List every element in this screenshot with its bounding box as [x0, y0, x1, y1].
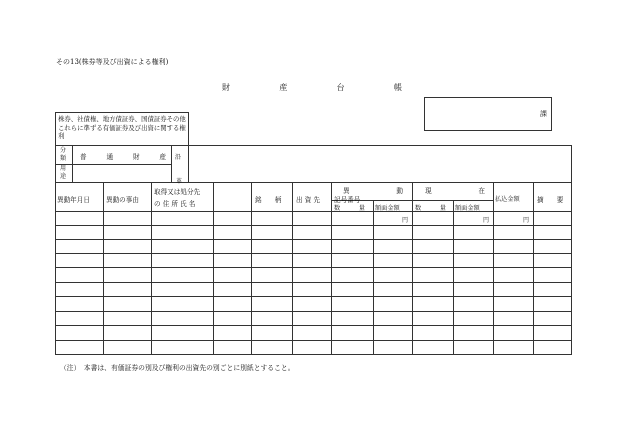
col-reason: 異動の事由: [106, 196, 139, 204]
classification-value-char: 通: [106, 153, 114, 161]
col-brand: 銘 柄: [255, 196, 282, 204]
yen-unit: 円: [402, 217, 409, 224]
col-current-quantity: 数 量: [415, 205, 446, 212]
col-change-quantity: 数 量: [334, 205, 365, 212]
yen-unit: 円: [483, 217, 490, 224]
purpose-label: [60, 165, 66, 181]
title-char: 台: [336, 83, 345, 92]
col-remarks: 摘 要: [537, 196, 564, 204]
title-char: 産: [279, 83, 288, 92]
col-current-face: 額面金額: [455, 205, 480, 212]
classification-value-char: 産: [159, 153, 166, 161]
title-char: 財: [222, 83, 230, 92]
form-number-label: その13(株券等及び出資による権利): [56, 58, 169, 66]
col-counterparty-1: 取得又は処分先: [154, 188, 201, 196]
ledger-table: [55, 145, 572, 355]
history-label-char: 革: [176, 178, 183, 185]
title-char: 帳: [393, 83, 402, 92]
col-group-change: [343, 185, 403, 195]
category-description: 株券、社債権、地方債証券、国債証券その他これらに準ずる有価証券及び出資に関する権利: [55, 112, 189, 145]
col-group-current: [425, 185, 485, 195]
col-change-face: 額面金額: [375, 205, 400, 212]
purpose-label-char: 用: [60, 165, 67, 172]
department-box[interactable]: [424, 97, 552, 131]
footnote: （注） 本書は、有価証券の別及び権利の出資先の別ごとに別紙とすること。: [60, 364, 295, 372]
classification-value-char: 普: [80, 153, 87, 161]
classification-value: [80, 151, 166, 161]
col-paid-in: 払込金額: [495, 196, 520, 203]
classification-value-char: 財: [132, 153, 140, 161]
classification-label: [60, 147, 66, 163]
page-title: [222, 82, 402, 93]
col-date: 異動年月日: [57, 196, 90, 204]
purpose-label-char: 途: [60, 173, 67, 180]
col-symbol: 記号番号: [334, 196, 361, 204]
col-group-change-char: 異: [343, 187, 350, 195]
col-group-change-char: 動: [396, 187, 403, 195]
department-suffix: 課: [540, 110, 547, 118]
col-investee: 出 資 先: [296, 196, 320, 204]
history-label-char: 沿: [175, 154, 182, 161]
col-counterparty-2: の 住 所 氏 名: [154, 200, 196, 208]
col-group-current-char: 現: [425, 187, 432, 195]
col-group-current-char: 在: [478, 187, 485, 195]
classification-label-char: 類: [60, 155, 67, 162]
yen-unit: 円: [523, 217, 530, 224]
classification-label-char: 分: [60, 147, 67, 154]
